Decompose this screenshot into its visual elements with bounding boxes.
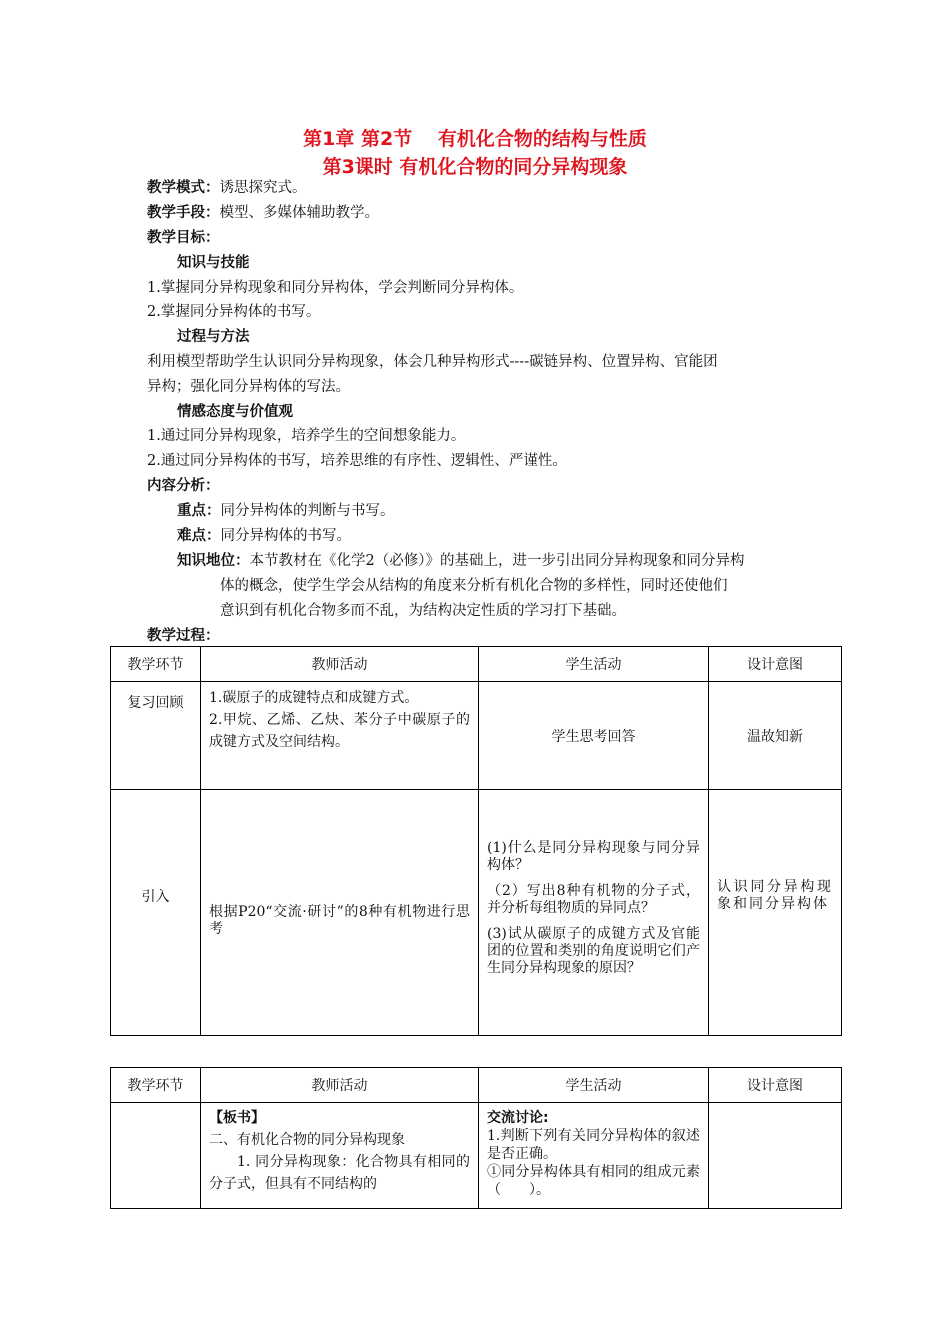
knowledge-position-text: 本节教材在《化学2（必修）》的基础上，进一步引出同分异构现象和同分异构 (249, 553, 745, 569)
stage-cell (111, 1103, 201, 1209)
difficulty-label: 难点： (177, 528, 221, 544)
header-teacher: 教师活动 (201, 1068, 479, 1103)
board-text: 二、有机化合物的同分异构现象 (209, 1132, 405, 1148)
knowledge-position-text: 体的概念，使学生学会从结构的角度来分析有机化合物的多样性，同时还使他们 (220, 578, 728, 594)
page-subtitle: 第3课时 有机化合物的同分异构现象 (322, 156, 628, 178)
student-question: (3)试从碳原子的成键方式及官能团的位置和类别的角度说明它们产生同分异构现象的原因？ (487, 925, 700, 976)
header-intent: 设计意图 (709, 1068, 842, 1103)
attitude-heading: 情感态度与价值观 (177, 404, 293, 420)
teaching-process-label: 教学过程： (147, 628, 220, 644)
content-analysis-label: 内容分析： (147, 478, 220, 494)
table-row (111, 1103, 842, 1209)
key-point-line (177, 501, 395, 521)
header-student: 学生活动 (479, 1068, 709, 1103)
knowledge-position-text: 意识到有机化合物多而不乱，为结构决定性质的学习打下基础。 (220, 603, 626, 619)
teacher-cell (201, 1103, 479, 1209)
table-header-row (111, 1068, 842, 1103)
teacher-cell (201, 790, 479, 1036)
intent-cell: 温故知新 (709, 682, 842, 790)
difficulty-value: 同分异构体的书写。 (220, 528, 351, 544)
difficulty-line (177, 526, 351, 546)
process-heading: 过程与方法 (177, 329, 250, 345)
student-cell: 学生思考回答 (479, 682, 709, 790)
header-stage: 教学环节 (111, 647, 201, 682)
knowledge-heading: 知识与技能 (177, 255, 250, 271)
board-text: 1. 同分异构现象：化合物具有相同的分子式，但具有不同结构的 (209, 1154, 470, 1192)
page-title: 第1章 第2节 有机化合物的结构与性质 (303, 128, 647, 150)
student-question: （2）写出8种有机物的分子式，并分析每组物质的异同点？ (487, 882, 700, 916)
stage-cell: 复习回顾 (111, 682, 201, 790)
table-row (111, 790, 842, 1036)
attitude-item: 2.通过同分异构体的书写，培养思维的有序性、逻辑性、严谨性。 (147, 453, 567, 469)
teacher-text: 2.甲烷、乙烯、乙炔、苯分子中碳原子的成键方式及空间结构。 (209, 712, 470, 750)
table-header-row (111, 647, 842, 682)
header-intent: 设计意图 (709, 647, 842, 682)
knowledge-position-label: 知识地位： (177, 553, 250, 569)
discussion-label: 交流讨论: (487, 1110, 549, 1126)
process-text-line: 利用模型帮助学生认识同分异构现象，体会几种异构形式----碳链异构、位置异构、官能团 (147, 354, 718, 370)
process-text-line: 异构；强化同分异构体的写法。 (147, 379, 350, 395)
header-stage: 教学环节 (111, 1068, 201, 1103)
teaching-means-label: 教学手段： (147, 205, 220, 221)
board-label: 【板书】 (209, 1110, 265, 1126)
knowledge-position-line (177, 551, 744, 571)
process-table-1 (110, 646, 842, 1036)
key-point-value: 同分异构体的判断与书写。 (220, 503, 395, 519)
teacher-text: 1.碳原子的成键特点和成键方式。 (209, 690, 419, 706)
discussion-text: ①同分异构体具有相同的组成元素（ ）。 (487, 1164, 700, 1198)
stage-cell: 引入 (111, 790, 201, 1036)
table-row (111, 682, 842, 790)
teaching-means-value: 模型、多媒体辅助教学。 (219, 205, 379, 221)
teaching-mode-value: 诱思探究式。 (219, 180, 307, 196)
key-point-label: 重点： (177, 503, 221, 519)
teaching-mode-label: 教学模式： (147, 180, 220, 196)
knowledge-item: 1.掌握同分异构现象和同分异构体，学会判断同分异构体。 (147, 280, 524, 296)
process-table-2 (110, 1067, 842, 1209)
teacher-text: 根据P20“交流·研讨”的8种有机物进行思考 (209, 903, 470, 937)
intent-cell (709, 790, 842, 1036)
teaching-means-line (147, 203, 379, 223)
header-teacher: 教师活动 (201, 647, 479, 682)
teacher-cell (201, 682, 479, 790)
student-cell (479, 790, 709, 1036)
student-question: (1)什么是同分异构现象与同分异构体？ (487, 839, 700, 873)
header-student: 学生活动 (479, 647, 709, 682)
intent-text: 认识同分异构现象和同分异构体 (717, 878, 833, 912)
student-cell (479, 1103, 709, 1209)
intent-cell (709, 1103, 842, 1209)
knowledge-item: 2.掌握同分异构体的书写。 (147, 304, 321, 320)
teaching-mode-line (147, 178, 307, 198)
discussion-text: 1.判断下列有关同分异构体的叙述是否正确。 (487, 1128, 700, 1162)
teaching-goals-label: 教学目标： (147, 230, 220, 246)
attitude-item: 1.通过同分异构现象，培养学生的空间想象能力。 (147, 428, 466, 444)
